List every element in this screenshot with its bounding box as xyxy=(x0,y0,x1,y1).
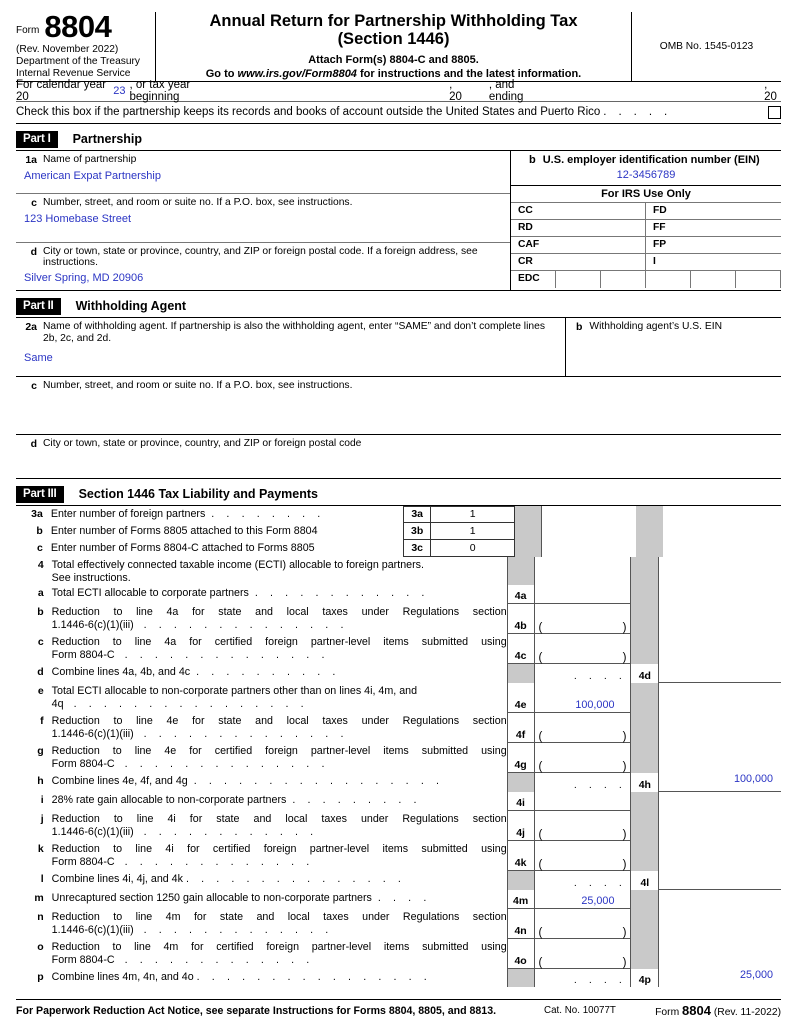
line-4n-dots: . . . . . . . . . . . . . xyxy=(143,924,333,937)
line-4f-box-label: 4f xyxy=(508,713,534,742)
line-3c-desc: Enter number of Forms 8804-C attached to Forms 8805 xyxy=(50,541,315,554)
line-4n-paren-close: ) xyxy=(622,926,627,939)
irs-row xyxy=(511,203,781,220)
part-3-table xyxy=(16,505,781,987)
line-1c-value[interactable]: 123 Homebase Street xyxy=(24,212,132,225)
line-4g-tag: g xyxy=(37,744,44,757)
line-4o-paren-open: ( xyxy=(538,956,543,969)
field-2a-agent-name xyxy=(16,318,566,376)
irs-code-cr: CR xyxy=(518,255,533,267)
form-title-line-1: Annual Return for Partnership Withholding Tax xyxy=(209,12,578,30)
irs-use-only-box xyxy=(511,186,781,288)
irs-row-edc xyxy=(511,271,781,288)
line-4b-row xyxy=(16,604,781,634)
line-1d-value[interactable]: Silver Spring, MD 20906 xyxy=(24,271,144,284)
line-4c-row xyxy=(16,634,781,664)
line-4n-row xyxy=(16,909,781,939)
irs-row xyxy=(511,220,781,237)
line-4a-tag: a xyxy=(37,586,44,599)
line-4p-box-label: 4p xyxy=(631,969,658,987)
line-2c-label: Number, street, and room or suite no. If a P.O. box, see instructions. xyxy=(43,379,353,391)
line-1c-label: Number, street, and room or suite no. If a P.O. box, see instructions. xyxy=(43,196,353,208)
line-1b-tag: b xyxy=(529,153,536,166)
goto-url-note xyxy=(164,68,623,80)
line-4c-desc-1: Reduction to line 4a for certified foreign partner-level items submitted using xyxy=(51,635,507,648)
irs-row xyxy=(511,237,781,254)
line-4l-tag: l xyxy=(40,872,44,885)
line-4c-paren-open: ( xyxy=(538,651,543,664)
line-4f-desc-2: 1.1446-6(c)(1)(iii) xyxy=(51,728,134,741)
line-4n-paren-open: ( xyxy=(538,926,543,939)
line-4m-row xyxy=(16,890,781,909)
line-4c-dots: . . . . . . . . . . . . . . xyxy=(124,649,330,662)
header-title-block xyxy=(156,12,631,81)
line-4e-row xyxy=(16,683,781,713)
form-revision-date: (Rev. November 2022) xyxy=(16,44,119,56)
irs-code-fp: FP xyxy=(653,238,667,250)
line-4b-desc-1: Reduction to line 4a for state and local taxes under Regulations section xyxy=(51,605,507,618)
line-3b-value[interactable]: 1 xyxy=(430,523,515,540)
part-2-label: Part II xyxy=(16,298,61,315)
line-4e-tag: e xyxy=(37,684,44,697)
line-4h-box-label: 4h xyxy=(631,773,658,792)
part-2-grid xyxy=(16,317,781,478)
line-2b-label: Withholding agent’s U.S. EIN xyxy=(589,320,723,332)
line-1d-label: City or town, state or province, country, and ZIP or foreign postal code. If a foreign address, see instructions. xyxy=(43,245,478,268)
tax-year-ending-label: , and ending xyxy=(488,79,524,103)
edc-cell-1[interactable] xyxy=(556,271,601,288)
line-4p-dots: . . . . . . . . . . . . . . . . xyxy=(196,970,432,983)
line-4j-desc-2: 1.1446-6(c)(1)(iii) xyxy=(51,826,134,839)
line-4a-row xyxy=(16,585,781,604)
line-2a-label: Name of withholding agent. If partnership is also the withholding agent, enter “SAME” and don’t complete lines 2b, 2c, and 2d. xyxy=(43,320,545,345)
line-4h-dots: . . . . . . . . . . . . . . . . . xyxy=(193,774,444,787)
department-line-2: Internal Revenue Service xyxy=(16,68,131,80)
part-2-bottom-divider xyxy=(16,478,781,479)
line-4c-box-label: 4c xyxy=(508,634,534,663)
line-4f-desc-1: Reduction to line 4e for state and local taxes under Regulations section xyxy=(51,714,507,727)
line-4k-desc-1: Reduction to line 4i for certified foreign partner-level items submitted using xyxy=(51,842,507,855)
line-4-desc-2: See instructions. xyxy=(51,571,131,584)
line-4m-desc: Unrecaptured section 1250 gain allocable to non-corporate partners xyxy=(51,891,372,904)
line-4d-tag: d xyxy=(37,665,44,678)
line-4k-box-label: 4k xyxy=(508,841,534,870)
line-3a-box-label: 3a xyxy=(403,506,430,523)
line-4g-paren-close: ) xyxy=(622,760,627,773)
line-4a-dots: . . . . . . . . . . . . xyxy=(254,586,430,599)
line-3a-dots: . . . . . . . . xyxy=(211,507,325,520)
line-4m-tag: m xyxy=(34,891,44,904)
form-title-line-2: (Section 1446) xyxy=(337,30,450,49)
line-4-desc-1: Total effectively connected taxable income (ECTI) allocable to foreign partners. xyxy=(51,558,424,571)
goto-suffix: for instructions and the latest information. xyxy=(360,67,582,80)
line-4b-desc-2: 1.1446-6(c)(1)(iii) xyxy=(51,619,134,632)
line-4p-row xyxy=(16,969,781,987)
line-4o-dots: . . . . . . . . . . . . . xyxy=(124,954,314,967)
line-4p-value[interactable]: 25,000 xyxy=(739,968,773,981)
footer-form-rev: (Rev. 11-2022) xyxy=(713,1007,781,1018)
line-4k-row xyxy=(16,841,781,871)
form-header xyxy=(16,0,781,81)
line-4c-tag: c xyxy=(37,635,44,648)
catalog-number: Cat. No. 10077T xyxy=(544,1005,616,1016)
part-1-label: Part I xyxy=(16,131,58,148)
line-4a-desc: Total ECTI allocable to corporate partners xyxy=(51,586,249,599)
line-4d-desc: Combine lines 4a, 4b, and 4c xyxy=(51,665,191,678)
line-3b-box-label: 3b xyxy=(403,523,430,540)
line-4k-tag: k xyxy=(37,842,44,855)
records-outside-us-row xyxy=(16,102,781,123)
form-number: 8804 xyxy=(44,9,112,44)
irs-row xyxy=(511,254,781,271)
paperwork-notice: For Paperwork Reduction Act Notice, see separate Instructions for Forms 8804, 8805, and 8813. xyxy=(16,1004,497,1017)
omb-number: OMB No. 1545-0123 xyxy=(659,40,754,52)
line-4o-tag: o xyxy=(37,940,44,953)
line-3c-value[interactable]: 0 xyxy=(430,540,515,557)
line-2d-tag: d xyxy=(30,437,37,450)
header-omb-block xyxy=(631,12,781,81)
year-20-label-1: , 20 xyxy=(449,79,462,103)
line-3c-box-label: 3c xyxy=(403,540,430,557)
line-4b-paren-open: ( xyxy=(538,621,543,634)
part-2-banner xyxy=(16,296,781,317)
part-3-label: Part III xyxy=(16,486,64,503)
line-4m-dots: . . . . xyxy=(377,891,431,904)
line-4c-desc-2: Form 8804-C xyxy=(51,649,115,662)
line-4i-row xyxy=(16,792,781,811)
line-4j-paren-close: ) xyxy=(622,828,627,841)
records-outside-us-text: Check this box if the partnership keeps its records and books of account outside the United States and Puerto Rico xyxy=(16,106,601,118)
line-4g-desc-1: Reduction to line 4e for certified foreign partner-level items submitted using xyxy=(51,744,507,757)
part-1-left-column xyxy=(16,151,511,291)
line-1b-value[interactable]: 12-3456789 xyxy=(616,168,676,181)
line-4f-tag: f xyxy=(40,714,44,727)
line-3a-desc: Enter number of foreign partners xyxy=(50,507,206,520)
line-1d-tag: d xyxy=(30,245,37,258)
line-4g-row xyxy=(16,743,781,773)
field-2d-agent-city xyxy=(16,434,781,478)
line-4d-box-label: 4d xyxy=(631,664,658,683)
records-leaders: . . . . . xyxy=(603,106,672,118)
calendar-year-row xyxy=(16,79,781,103)
line-4j-desc-1: Reduction to line 4i for state and local taxes under Regulations section xyxy=(51,812,507,825)
line-4h-desc: Combine lines 4e, 4f, and 4g xyxy=(51,774,188,787)
line-4p-tag: p xyxy=(37,970,44,983)
edc-cell-5[interactable] xyxy=(736,271,781,288)
field-2c-agent-street xyxy=(16,376,781,434)
part-1-grid xyxy=(16,150,781,291)
line-4n-box-label: 4n xyxy=(508,909,534,938)
line-4c-paren-close: ) xyxy=(622,651,627,664)
irs-code-edc: EDC xyxy=(518,272,540,284)
field-1a-partnership-name xyxy=(16,151,510,194)
line-3a-tag: 3a xyxy=(31,507,43,520)
line-1a-value[interactable]: American Expat Partnership xyxy=(24,169,161,182)
goto-url[interactable]: www.irs.gov/Form8804 xyxy=(237,67,357,80)
line-4f-row xyxy=(16,713,781,743)
line-4l-desc: Combine lines 4i, 4j, and 4k xyxy=(51,872,183,885)
line-4g-dots: . . . . . . . . . . . . . . xyxy=(124,758,330,771)
line-4l-row xyxy=(16,871,781,890)
line-4o-row xyxy=(16,939,781,969)
line-4a-box-label: 4a xyxy=(508,585,534,603)
line-4g-desc-2: Form 8804-C xyxy=(51,758,115,771)
line-4l-dots-2: . . . . xyxy=(573,876,627,889)
line-4n-desc-2: 1.1446-6(c)(1)(iii) xyxy=(51,924,134,937)
field-2b-agent-ein xyxy=(566,318,781,376)
line-3a-row xyxy=(16,506,781,523)
part-3-banner xyxy=(16,484,781,505)
line-4k-dots: . . . . . . . . . . . . . xyxy=(124,856,314,869)
line-4i-tag: i xyxy=(40,793,44,806)
line-4j-tag: j xyxy=(40,812,44,825)
line-4h-tag: h xyxy=(37,774,44,787)
edc-cell-2[interactable] xyxy=(601,271,646,288)
year-20-label-2: , 20 xyxy=(764,79,777,103)
checkbox-row-divider xyxy=(16,123,781,124)
line-4o-box-label: 4o xyxy=(508,939,534,968)
field-1c-street-address xyxy=(16,194,510,243)
part-1-title: Partnership xyxy=(72,132,143,146)
line-1a-label: Name of partnership xyxy=(43,153,137,165)
line-4i-dots: . . . . . . . . . xyxy=(292,793,422,806)
part-3-title: Section 1446 Tax Liability and Payments xyxy=(78,487,319,501)
line-4d-dots-2: . . . . xyxy=(573,669,627,682)
line-4f-paren-close: ) xyxy=(622,730,627,743)
field-1b-ein xyxy=(511,151,781,186)
form-footer xyxy=(16,999,781,1018)
line-4b-tag: b xyxy=(37,605,44,618)
irs-code-i: I xyxy=(653,255,656,267)
attach-forms-note: Attach Form(s) 8804-C and 8805. xyxy=(308,53,479,66)
part-1-banner xyxy=(16,129,781,150)
part-1-right-column xyxy=(511,151,781,291)
line-1a-tag: 1a xyxy=(25,153,37,166)
line-3b-row xyxy=(16,523,781,540)
line-4h-row xyxy=(16,773,781,792)
line-4-tag: 4 xyxy=(37,558,44,571)
records-outside-us-checkbox[interactable] xyxy=(768,106,781,119)
line-2b-tag: b xyxy=(576,320,583,333)
line-4e-value[interactable]: 100,000 xyxy=(575,698,615,711)
footer-form-word: Form xyxy=(655,1007,680,1018)
line-4k-paren-open: ( xyxy=(538,858,543,871)
line-4e-desc-1: Total ECTI allocable to non-corporate partners other than on lines 4i, 4m, and xyxy=(51,684,418,697)
irs-code-caf: CAF xyxy=(518,238,540,250)
line-4i-desc: 28% rate gain allocable to non-corporate partners xyxy=(51,793,287,806)
line-3a-value[interactable]: 1 xyxy=(430,506,515,523)
line-4o-paren-close: ) xyxy=(622,956,627,969)
line-3b-tag: b xyxy=(36,524,43,537)
line-4n-desc-1: Reduction to line 4m for state and local taxes under Regulations section xyxy=(51,910,507,923)
calendar-year-value[interactable]: 23 xyxy=(113,85,126,97)
line-4m-box-label: 4m xyxy=(508,890,534,908)
line-4l-dots: . . . . . . . . . . . . . . . xyxy=(185,872,406,885)
line-4b-box-label: 4b xyxy=(508,604,534,633)
line-4l-box-label: 4l xyxy=(631,871,658,890)
footer-form-id xyxy=(655,1003,781,1018)
irs-code-ff: FF xyxy=(653,221,666,233)
line-4d-dots: . . . . . . . . . . xyxy=(196,665,340,678)
line-4g-paren-open: ( xyxy=(538,760,543,773)
line-4g-box-label: 4g xyxy=(508,743,534,772)
line-2c-tag: c xyxy=(31,379,37,392)
line-4n-tag: n xyxy=(37,910,44,923)
tax-year-beginning-label: , or tax year beginning xyxy=(129,79,191,103)
line-3b-desc: Enter number of Forms 8805 attached to this Form 8804 xyxy=(50,524,318,537)
irs-code-cc: CC xyxy=(518,204,533,216)
line-4h-value[interactable]: 100,000 xyxy=(733,772,773,785)
line-4e-dots: . . . . . . . . . . . . . . . . xyxy=(73,698,309,711)
department-line-1: Department of the Treasury xyxy=(16,56,141,68)
line-4-row xyxy=(16,557,781,585)
line-4e-desc-2: 4q xyxy=(51,698,64,711)
line-4b-paren-close: ) xyxy=(622,621,627,634)
goto-prefix: Go to xyxy=(205,67,235,80)
line-4i-box-label: 4i xyxy=(508,792,534,810)
line-4j-dots: . . . . . . . . . . . . xyxy=(143,826,318,839)
line-4h-dots-2: . . . . xyxy=(573,778,627,791)
line-2a-value[interactable]: Same xyxy=(24,352,53,365)
line-4k-desc-2: Form 8804-C xyxy=(51,856,115,869)
line-2a-tag: 2a xyxy=(25,320,37,333)
line-4f-paren-open: ( xyxy=(538,730,543,743)
form-word-label: Form xyxy=(16,25,40,37)
line-4f-dots: . . . . . . . . . . . . . . xyxy=(143,728,349,741)
calendar-year-prefix: For calendar year 20 xyxy=(16,79,107,103)
line-4p-dots-2: . . . . xyxy=(573,973,627,986)
edc-cell-4[interactable] xyxy=(691,271,736,288)
line-3c-row xyxy=(16,540,781,557)
footer-form-number: 8804 xyxy=(682,1003,711,1018)
irs-code-rd: RD xyxy=(518,221,533,233)
line-4p-desc: Combine lines 4m, 4n, and 4o xyxy=(51,970,194,983)
line-4o-desc-2: Form 8804-C xyxy=(51,954,115,967)
edc-cell-3[interactable] xyxy=(646,271,691,288)
header-left-block xyxy=(16,9,156,81)
line-3c-tag: c xyxy=(36,541,43,554)
line-4o-desc-1: Reduction to line 4m for certified foreign partner-level items submitted using xyxy=(51,940,507,953)
field-1d-city-state-zip xyxy=(16,243,510,291)
line-4d-row xyxy=(16,664,781,683)
line-4j-box-label: 4j xyxy=(508,811,534,840)
irs-use-only-title: For IRS Use Only xyxy=(511,186,781,203)
line-1c-tag: c xyxy=(31,196,37,209)
line-4j-paren-open: ( xyxy=(538,828,543,841)
irs-code-fd: FD xyxy=(653,204,667,216)
part-2-title: Withholding Agent xyxy=(75,299,187,313)
line-4j-row xyxy=(16,811,781,841)
line-2d-label: City or town, state or province, country, and ZIP or foreign postal code xyxy=(43,437,362,449)
line-4b-dots: . . . . . . . . . . . . . . xyxy=(143,619,349,632)
line-4m-value[interactable]: 25,000 xyxy=(581,894,615,907)
line-4e-box-label: 4e xyxy=(508,683,534,712)
line-4k-paren-close: ) xyxy=(622,858,627,871)
line-1b-label: U.S. employer identification number (EIN) xyxy=(542,153,760,166)
